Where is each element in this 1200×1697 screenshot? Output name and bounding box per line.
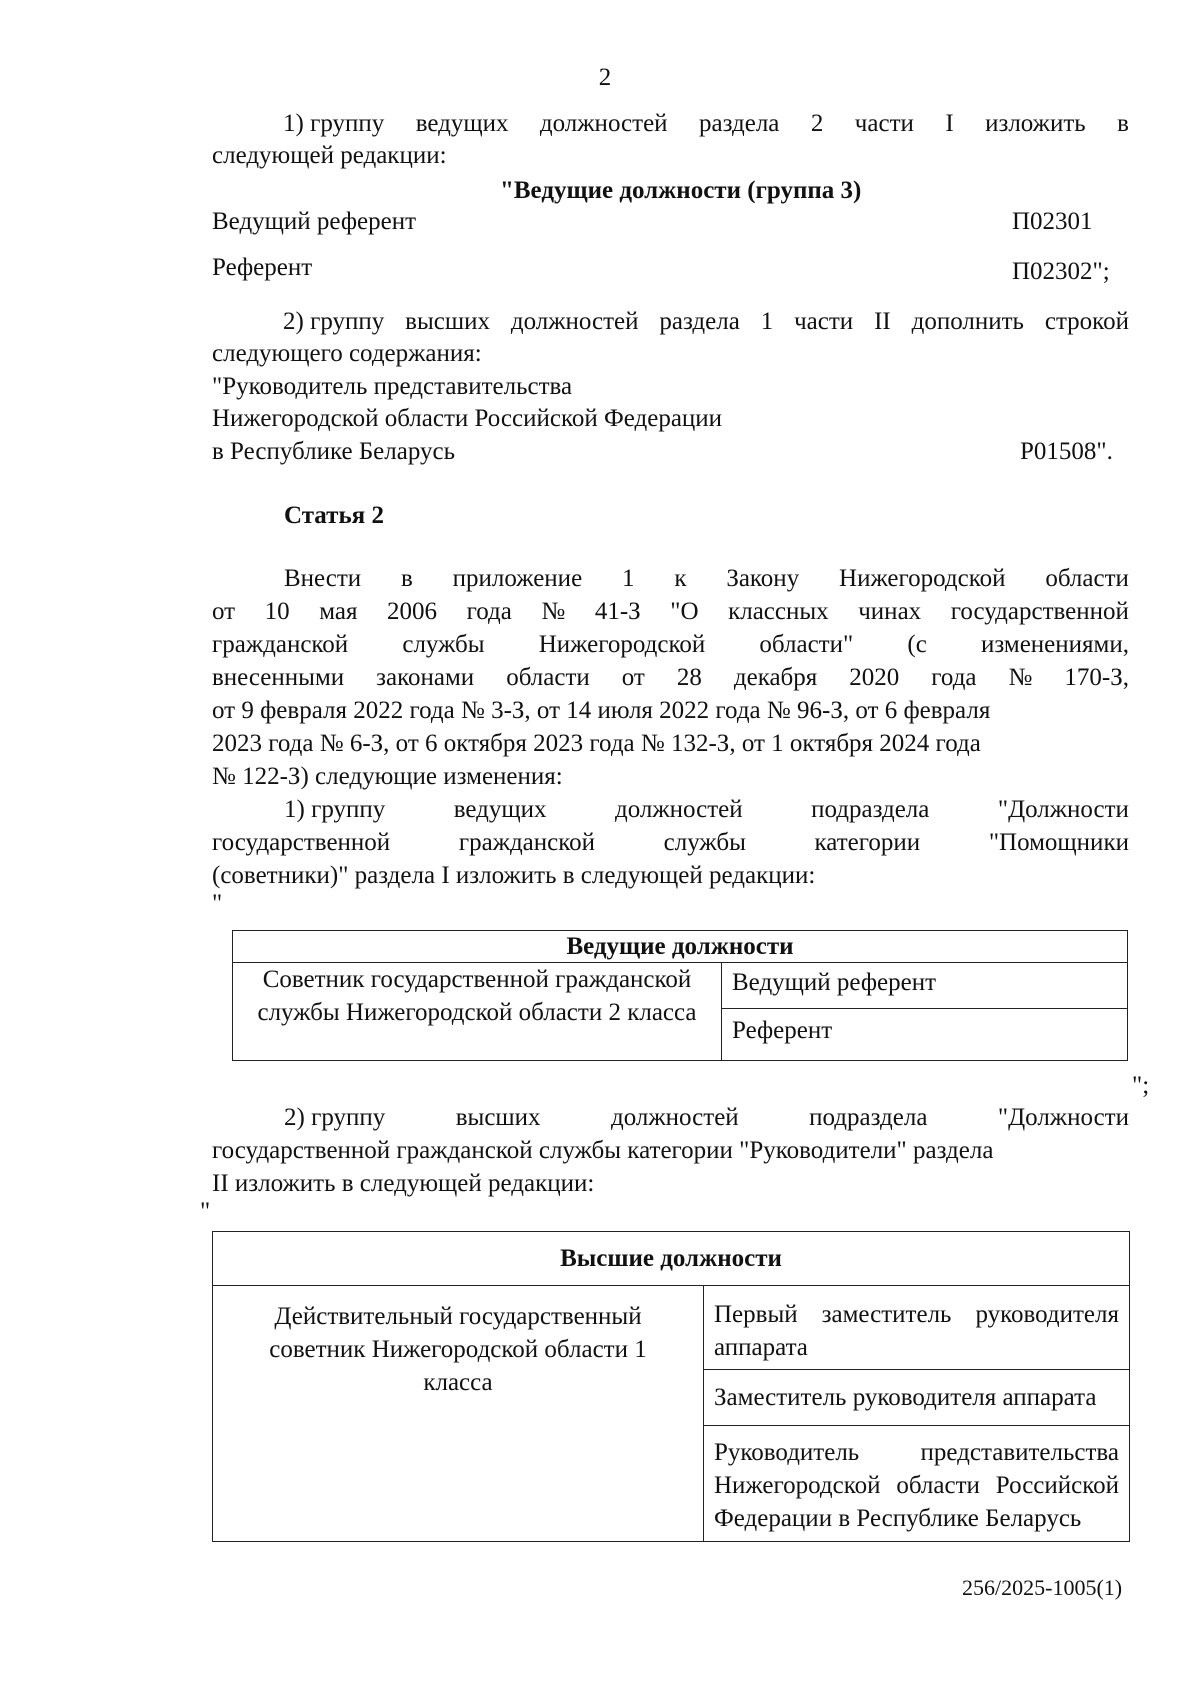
item-line: (советники)" раздела I изложить в следующей редакции: — [212, 862, 816, 889]
word: от — [212, 598, 236, 625]
table-leading-positions — [232, 930, 1128, 1061]
word: внесенными — [212, 664, 345, 691]
word: ведущих — [453, 796, 547, 823]
word: гражданской — [458, 829, 596, 856]
article-title: Статья 2 — [284, 502, 384, 529]
word: в — [1117, 110, 1129, 137]
paragraph-line — [212, 596, 1129, 628]
word: подраздела — [811, 796, 930, 823]
paragraph-line: № 122-З) следующие изменения: — [212, 763, 563, 790]
word: 1) группу — [284, 796, 386, 823]
word: (с — [907, 631, 927, 658]
item-2-text-line: в Республике Беларусь — [212, 438, 456, 465]
word: области — [506, 664, 590, 691]
word: 28 — [676, 664, 702, 691]
word: раздела — [659, 308, 740, 335]
table-senior-positions — [212, 1231, 1130, 1542]
word: 1 — [760, 308, 774, 335]
item-2-line-2: следующего содержания: — [212, 340, 482, 367]
paragraph-line: от 9 февраля 2022 года № 3-З, от 14 июля 2022 года № 96-З, от 6 февраля — [212, 697, 991, 724]
item-2-text-line: Нижегородской области Российской Федерации — [212, 405, 723, 432]
word: части — [794, 308, 854, 335]
item-line — [212, 827, 1129, 859]
word: мая — [319, 598, 358, 625]
word: "Помощники — [988, 829, 1129, 856]
word: должностей — [614, 796, 743, 823]
word: года — [931, 664, 977, 691]
position-cell: Ведущий референт — [722, 963, 1128, 1009]
word: области — [1045, 565, 1129, 592]
word: изменениями, — [980, 631, 1129, 658]
item-line — [284, 794, 1129, 826]
close-quote: "; — [1132, 1072, 1150, 1099]
word: Закону — [726, 565, 800, 592]
word: 10 — [264, 598, 290, 625]
word: высших — [405, 308, 490, 335]
word: должностей — [611, 1104, 739, 1131]
word: должностей — [510, 308, 639, 335]
item-2-text-line: "Руководитель представительства — [212, 373, 573, 400]
position-cell: Первый заместитель руководителя аппарата — [704, 1286, 1130, 1370]
item-1-line-2: следующей редакции: — [212, 142, 447, 169]
position-name: Ведущий референт — [212, 208, 417, 235]
word: области" — [759, 631, 854, 658]
document-registration-code: 256/2025-1005(1) — [962, 1575, 1123, 1600]
word: должностей — [539, 110, 668, 137]
word: от — [621, 664, 645, 691]
word: "О — [670, 598, 699, 625]
position-cell: Заместитель руководителя аппарата — [704, 1370, 1130, 1426]
word: 2) группу — [284, 1104, 386, 1131]
word: классных — [728, 598, 829, 625]
table-header: Высшие должности — [213, 1232, 1130, 1286]
word: 1) группу — [283, 110, 385, 137]
word: государственной — [950, 598, 1129, 625]
paragraph-line — [212, 629, 1129, 661]
word: Нижегородской — [839, 565, 1006, 592]
paragraph-line — [212, 662, 1129, 694]
open-quote: " — [212, 890, 223, 917]
item-1-line-1 — [283, 108, 1129, 140]
open-quote: " — [200, 1198, 211, 1225]
position-cell: Руководитель представительства Нижегородской области Российской Федерации в Республике Беларусь — [704, 1426, 1130, 1542]
word: 2 — [810, 110, 824, 137]
word: 1 — [622, 565, 635, 592]
page-number: 2 — [598, 64, 612, 91]
position-cell: Референт — [722, 1009, 1128, 1061]
word: 41-З — [594, 598, 641, 625]
table-header: Ведущие должности — [233, 931, 1128, 963]
class-rank-cell: Советник государственной гражданской службы Нижегородской области 2 класса — [233, 963, 722, 1061]
word: 2) группу — [283, 308, 385, 335]
word: 170-З, — [1064, 664, 1129, 691]
word: части — [854, 110, 914, 137]
word: II — [874, 308, 891, 335]
word: законами — [376, 664, 475, 691]
word: высших — [455, 1104, 541, 1131]
word: службы — [402, 631, 485, 658]
position-code: Р01508". — [1020, 438, 1113, 465]
word: службы — [663, 829, 746, 856]
word: подраздела — [809, 1104, 928, 1131]
word: № — [1008, 664, 1033, 691]
word: чинах — [858, 598, 922, 625]
word: категории — [814, 829, 921, 856]
word: изложить — [985, 110, 1086, 137]
position-code: П02301 — [1012, 208, 1093, 235]
word: приложение — [452, 565, 583, 592]
word: "Должности — [997, 796, 1129, 823]
word: года — [466, 598, 512, 625]
item-line: II изложить в следующей редакции: — [212, 1170, 595, 1197]
word: ведущих — [415, 110, 509, 137]
word: раздела — [699, 110, 780, 137]
word: в — [401, 565, 413, 592]
word: № — [541, 598, 566, 625]
paragraph-line — [284, 563, 1129, 595]
word: 2006 — [387, 598, 438, 625]
position-name: Референт — [212, 254, 313, 281]
position-code: П02302"; — [1012, 258, 1110, 285]
item-2-line-1 — [283, 306, 1129, 338]
word: "Должности — [997, 1104, 1129, 1131]
word: строкой — [1044, 308, 1129, 335]
group-heading: "Ведущие должности (группа 3) — [500, 177, 862, 204]
word: декабря — [733, 664, 818, 691]
word: Нижегородской — [538, 631, 706, 658]
word: государственной — [212, 829, 391, 856]
class-rank-cell: Действительный государственный советник Нижегородской области 1 класса — [213, 1286, 704, 1542]
word: гражданской — [212, 631, 349, 658]
item-line — [284, 1102, 1129, 1134]
word: I — [945, 110, 954, 137]
word: Внести — [284, 565, 362, 592]
word: дополнить — [911, 308, 1024, 335]
paragraph-line: 2023 года № 6-З, от 6 октября 2023 года № 132-З, от 1 октября 2024 года — [212, 730, 981, 757]
item-line: государственной гражданской службы категории "Руководители" раздела — [212, 1137, 994, 1164]
word: 2020 — [849, 664, 900, 691]
word: к — [674, 565, 687, 592]
